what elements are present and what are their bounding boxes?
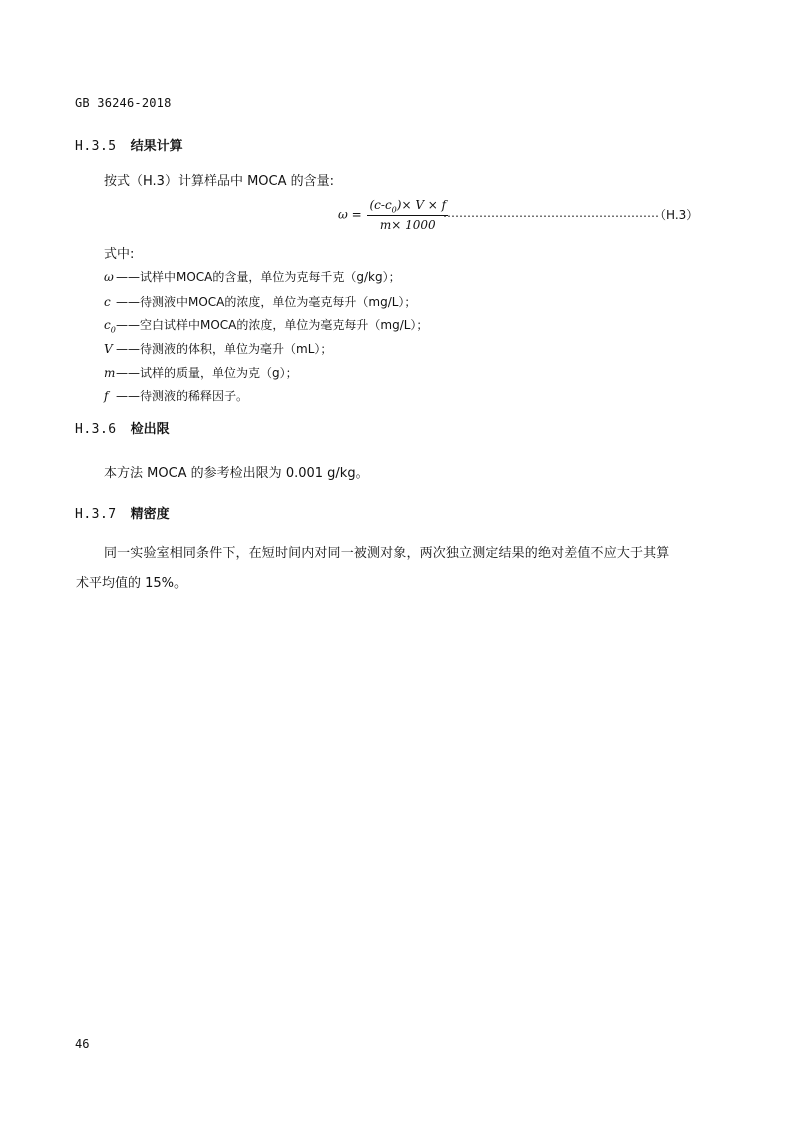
section-number: H.3.6 — [75, 422, 117, 437]
precision-text-line2: 术平均值的 15%。 — [76, 576, 188, 591]
precision-text-line1: 同一实验室相同条件下，在短时间内对同一被测对象，两次独立测定结果的绝对差值不应大于其算 — [104, 546, 670, 561]
definition-c0: $c_0——$空白试样中MOCA的浓度，单位为毫克每升（mg/L）； — [104, 318, 429, 335]
where-label: 式中: — [104, 247, 135, 262]
definition-c: c ——待测液中MOCA的浓度，单位为毫克每升（mg/L）； — [104, 295, 417, 309]
formula-leader-dots: ……………………………………………… — [443, 206, 659, 220]
document-header: GB 36246-2018 — [75, 96, 172, 110]
section-heading-h35 — [75, 135, 183, 154]
formula-h3 — [338, 198, 448, 232]
definition-v: V ——待测液的体积，单位为毫升（mL）； — [104, 342, 333, 356]
definition-f: f ——待测液的稀释因子。 — [104, 389, 249, 403]
section-title: 检出限 — [130, 422, 170, 437]
section-heading-h36 — [75, 418, 170, 437]
formula-numerator: $(c-c_0)\times V \times f$ — [369, 198, 447, 215]
section-title: 结果计算 — [130, 139, 183, 154]
section-heading-h37 — [75, 503, 170, 522]
definition-m: m——试样的质量，单位为克（g）； — [104, 366, 298, 380]
definition-omega: ω ——试样中MOCA的含量，单位为克每千克（g/kg）； — [104, 270, 401, 284]
equation-number: （H.3） — [654, 208, 699, 222]
detection-limit-text: 本方法 MOCA 的参考检出限为 0.001 g/kg。 — [104, 466, 369, 481]
formula-intro: 按式（H.3）计算样品中 MOCA 的含量: — [104, 174, 335, 189]
section-number: H.3.5 — [75, 139, 117, 154]
section-title: 精密度 — [130, 507, 170, 522]
formula-denominator: m× 1000 — [379, 218, 436, 233]
formula-fraction — [367, 198, 448, 232]
page-number: 46 — [75, 1037, 90, 1051]
section-number: H.3.7 — [75, 507, 117, 522]
formula-lhs: ω = — [338, 207, 362, 222]
